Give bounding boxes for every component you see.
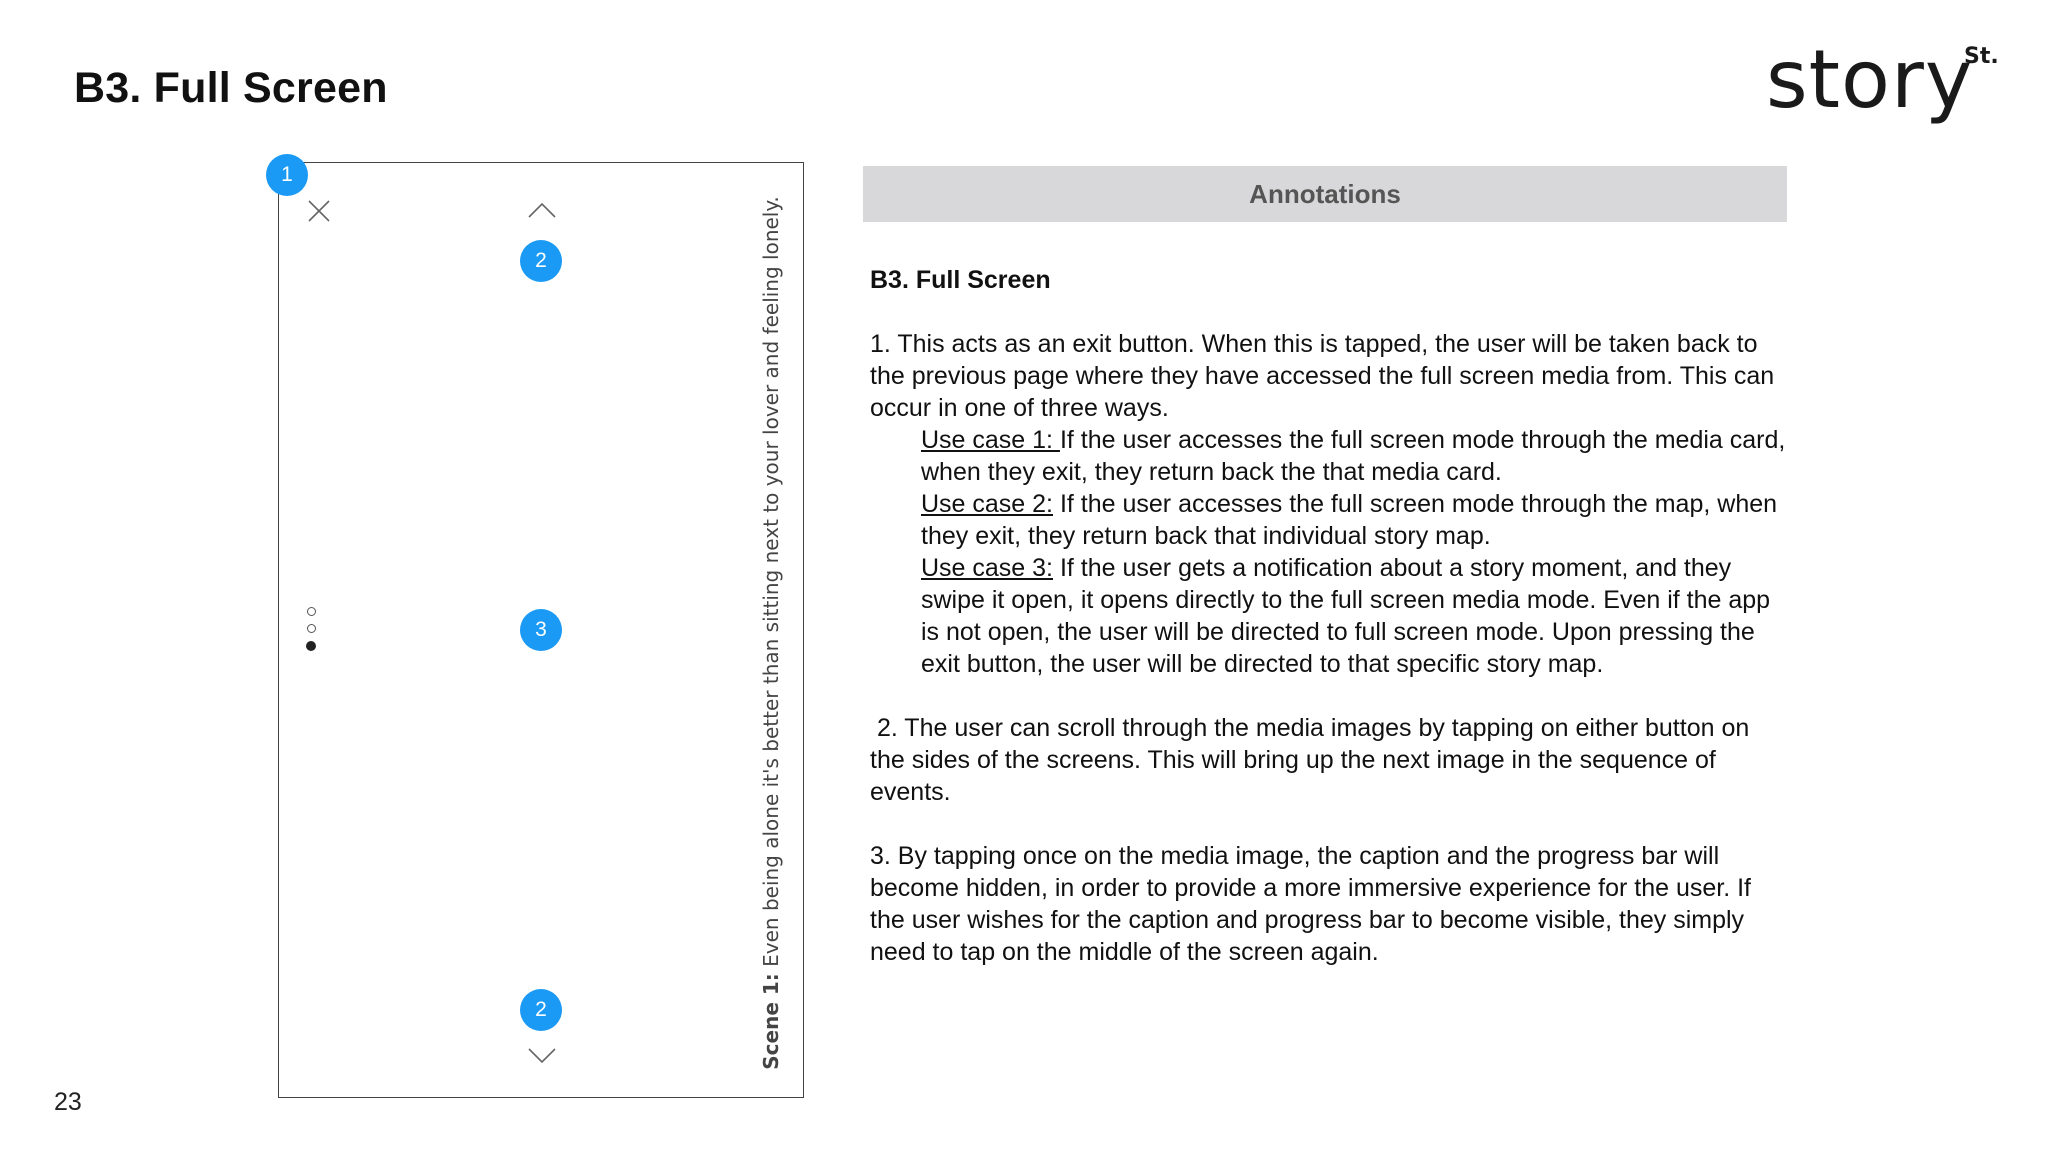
logo-wordmark: story bbox=[1766, 33, 1974, 126]
annotation-marker-1: 1 bbox=[266, 154, 308, 196]
annotations-body bbox=[870, 264, 1790, 968]
annotation-item-1: 1. This acts as an exit button. When this is tapped, the user will be taken back to the previous page where they have accessed the full screen media from. This can occur in one of three ways. bbox=[870, 330, 1775, 422]
use-case-text: If the user accesses the full screen mode through the map, when they exit, they return back that individual story map. bbox=[921, 490, 1778, 550]
annotation-marker-2-top: 2 bbox=[520, 240, 562, 282]
close-icon[interactable] bbox=[307, 199, 331, 223]
use-case-text: If the user gets a notification about a story moment, and they swipe it open, it opens directly to the full screen media mode. Even if the app is not open, the user will be directed to full screen mode. Upon pressing the exit button, the user will be directed to that specific story map. bbox=[921, 554, 1771, 678]
annotation-item-2: 2. The user can scroll through the media images by tapping on either button on the sides of the screens. This will bring up the next image in the sequence of events. bbox=[870, 714, 1757, 806]
chevron-up-icon[interactable] bbox=[527, 201, 557, 219]
caption-scene-label: Scene 1: bbox=[759, 973, 783, 1070]
chevron-down-icon[interactable] bbox=[527, 1047, 557, 1065]
use-case-label: Use case 1: bbox=[921, 426, 1060, 454]
story-logo bbox=[1760, 33, 2020, 136]
progress-dots bbox=[304, 607, 318, 659]
progress-dot bbox=[307, 624, 316, 633]
slide-number: 23 bbox=[54, 1088, 82, 1116]
annotations-title: B3. Full Screen bbox=[870, 266, 1051, 294]
spacer bbox=[870, 808, 1790, 840]
use-case-1 bbox=[870, 424, 1790, 488]
spacer bbox=[870, 680, 1790, 712]
use-case-label: Use case 2: bbox=[921, 490, 1054, 518]
use-case-text: If the user accesses the full screen mode through the media card, when they exit, they return back the that media card. bbox=[921, 426, 1786, 486]
use-case-2 bbox=[870, 488, 1790, 552]
progress-dot-active bbox=[306, 641, 316, 651]
caption-text: Even being alone it's better than sitting next to your lover and feeling lonely. bbox=[759, 196, 783, 974]
progress-dot bbox=[307, 607, 316, 616]
annotation-marker-3: 3 bbox=[520, 609, 562, 651]
logo-mark: St. bbox=[1964, 44, 1999, 69]
use-case-3 bbox=[870, 552, 1790, 680]
page-title: B3. Full Screen bbox=[74, 64, 388, 112]
annotations-header: Annotations bbox=[863, 166, 1787, 222]
annotation-marker-2-bottom: 2 bbox=[520, 989, 562, 1031]
annotation-item-3: 3. By tapping once on the media image, the caption and the progress bar will become hidden, in order to provide a more immersive experience for the user. If the user wishes for the caption and progress bar to become visible, they simply need to tap on the middle of the screen again. bbox=[870, 842, 1751, 966]
use-case-label: Use case 3: bbox=[921, 554, 1054, 582]
media-caption bbox=[749, 193, 793, 1073]
